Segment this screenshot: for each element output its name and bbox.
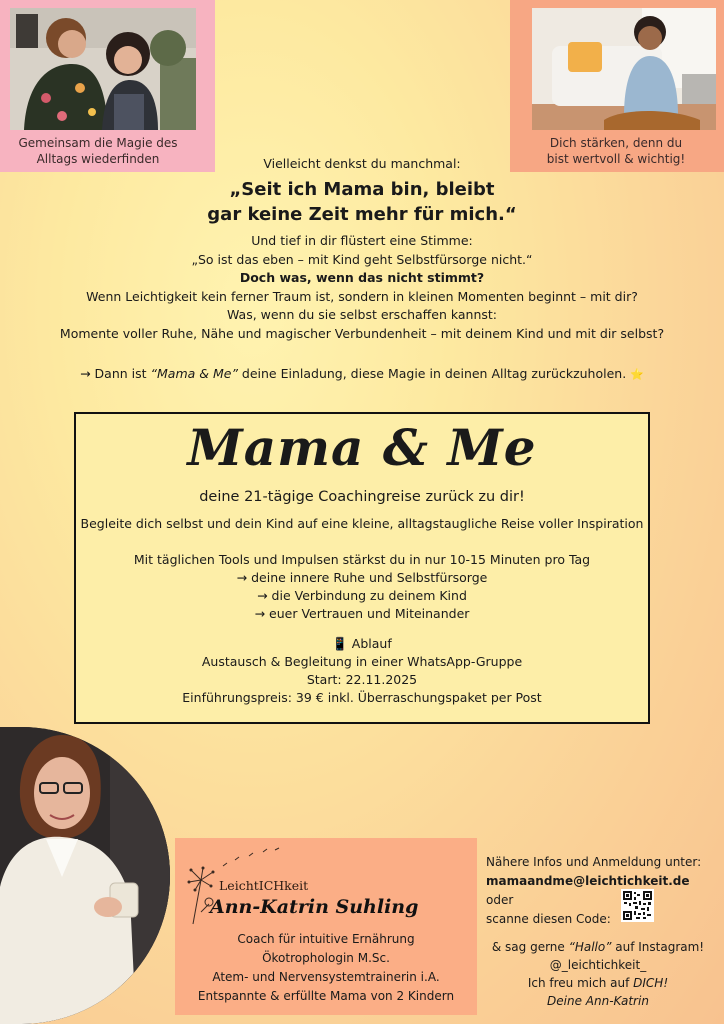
phone-icon: 📱 — [332, 636, 348, 651]
intro-line: „So ist das eben – mit Kind geht Selbstfürsorge nicht.“ — [191, 251, 533, 267]
insta-prefix: & sag gerne — [491, 940, 569, 954]
intro-lead: Vielleicht denkst du manchmal: — [263, 156, 461, 171]
start-date: Start: 22.11.2025 — [306, 672, 418, 687]
coach-brand: LeichtICHkeit — [219, 878, 309, 893]
photo-card-right — [510, 0, 724, 172]
contact-intro: Nähere Infos und Anmeldung unter: — [486, 855, 702, 869]
offer-tools — [76, 551, 648, 623]
intro-line: Was, wenn du sie selbst erschaffen kannst: — [226, 307, 498, 322]
process-line: Austausch & Begleitung in einer WhatsApp-Gruppe — [201, 654, 523, 669]
coach-role: Coach für intuitive Ernährung — [237, 932, 415, 946]
freu-prefix: Ich freu mich auf — [527, 976, 634, 990]
coach-name: Ann-Katrin Suhling — [210, 896, 419, 918]
invite-brand: “Mama & Me” — [150, 366, 238, 381]
offer-description: Begleite dich selbst und dein Kind auf eine kleine, alltagstaugliche Reise voller Inspiration — [80, 516, 644, 531]
offer-brand-title: Mama & Me — [187, 418, 537, 477]
caption-line: Dich stärken, denn du — [549, 136, 683, 150]
coach-role: Atem- und Nervensystemtrainerin i.A. — [212, 970, 440, 984]
contact-email-line — [486, 872, 716, 910]
intro-section — [0, 155, 724, 384]
benefit-item: → deine innere Ruhe und Selbstfürsorge — [236, 570, 488, 585]
invitation-line — [0, 365, 724, 384]
caption-line: Alltags wiederfinden — [36, 152, 160, 166]
caption-line: bist wertvoll & wichtig! — [546, 152, 686, 166]
benefit-item: → die Verbindung zu deinem Kind — [257, 588, 467, 603]
photo-mother-daughter — [10, 8, 196, 130]
contact-info — [486, 853, 716, 929]
process-title: Ablauf — [351, 636, 392, 651]
tools-intro: Mit täglichen Tools und Impulsen stärkst du in nur 10-15 Minuten pro Tag — [133, 552, 591, 567]
intro-line: Und tief in dir flüstert eine Stimme: — [251, 233, 473, 248]
offer-subtitle: deine 21-tägige Coachingreise zurück zu dir! — [199, 489, 525, 505]
caption-line: Gemeinsam die Magie des — [18, 136, 178, 150]
instagram-handle[interactable]: @_leichtichkeit_ — [549, 958, 647, 972]
invite-prefix: → Dann ist — [80, 366, 151, 381]
headline-line: „Seit ich Mama bin, bleibt — [229, 179, 495, 200]
intro-line: Wenn Leichtigkeit kein ferner Traum ist, sondern in kleinen Momenten beginnt – mit dir? — [86, 288, 638, 304]
coach-card — [175, 838, 477, 1015]
qr-code-icon[interactable] — [621, 889, 654, 922]
offer-process — [76, 635, 648, 707]
process-heading — [76, 635, 648, 653]
email-link[interactable]: mamaandme@leichtichkeit.de — [486, 874, 690, 888]
coach-role: Ökotrophologin M.Sc. — [262, 951, 390, 965]
offer-box — [74, 412, 650, 724]
benefit-item: → euer Vertrauen und Miteinander — [254, 606, 470, 621]
freu-line — [478, 974, 718, 992]
signature: Deine Ann-Katrin — [547, 994, 649, 1008]
photo-card-left — [0, 0, 215, 172]
coach-role: Entspannte & erfüllte Mama von 2 Kindern — [197, 989, 455, 1003]
intro-headline — [0, 177, 724, 227]
scan-code-label: scanne diesen Code: — [486, 912, 611, 926]
star-icon: ⭐ — [630, 368, 644, 381]
invite-suffix: deine Einladung, diese Magie in deinen Alltag zurückzuholen. — [237, 366, 627, 381]
coach-portrait — [0, 727, 170, 1024]
intro-line: Momente voller Ruhe, Nähe und magischer Verbundenheit – mit deinem Kind und mit dir selbst? — [59, 325, 665, 341]
insta-hallo: “Hallo” — [568, 940, 612, 954]
headline-line: gar keine Zeit mehr für mich.“ — [207, 204, 517, 225]
intro-question: Doch was, wenn das nicht stimmt? — [239, 270, 485, 285]
insta-suffix: auf Instagram! — [611, 940, 705, 954]
email-suffix: oder — [486, 893, 514, 907]
photo-smiling-woman — [532, 8, 716, 130]
coach-roles — [175, 930, 477, 1006]
insta-line — [478, 938, 718, 956]
freu-dich: DICH! — [633, 976, 669, 990]
price-info: Einführungspreis: 39 € inkl. Überraschungspaket per Post — [182, 690, 542, 705]
instagram-info — [478, 938, 718, 1010]
